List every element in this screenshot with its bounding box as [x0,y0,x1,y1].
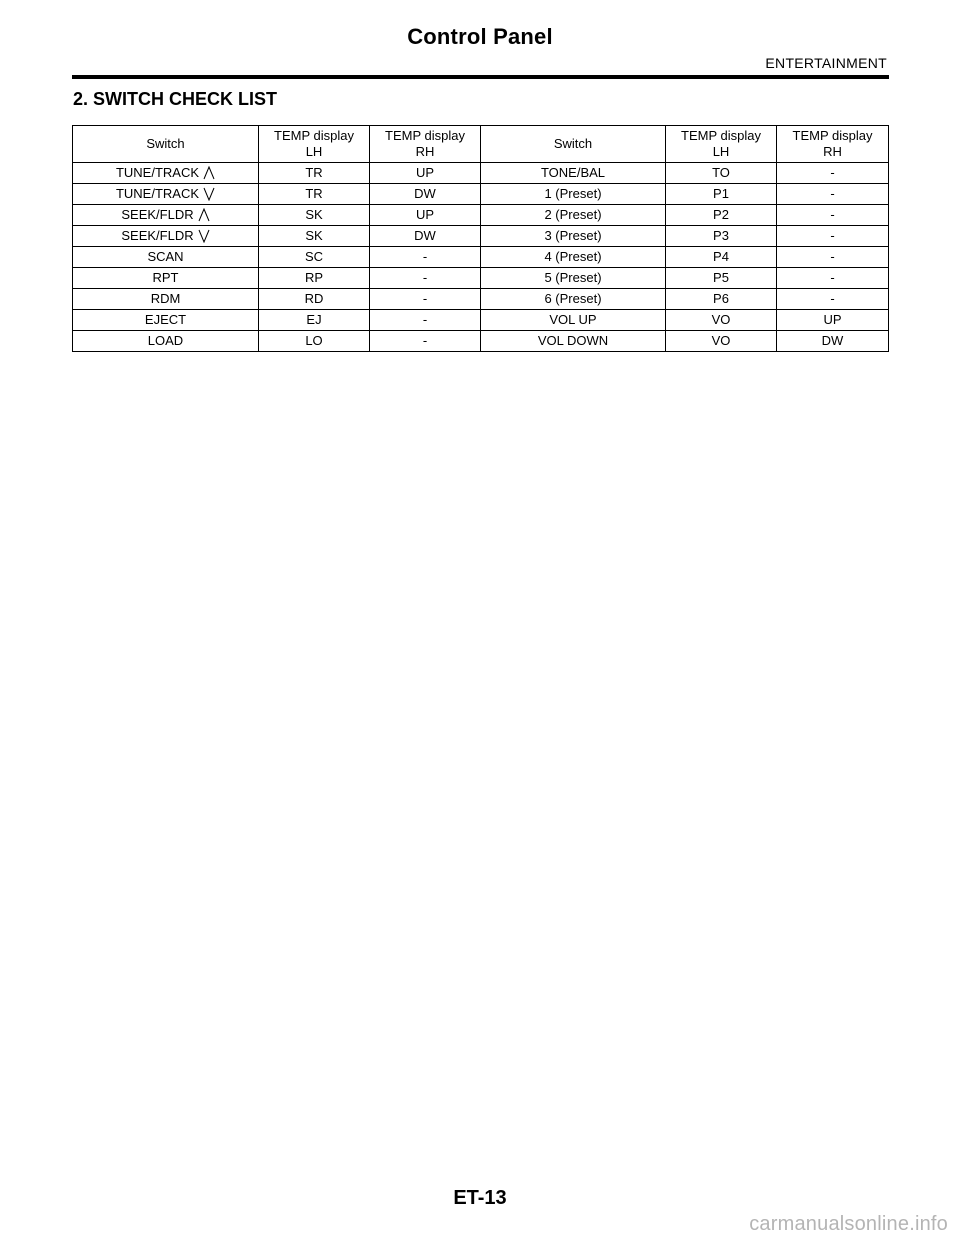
header-divider [72,75,889,79]
table-cell [777,226,889,247]
table-cell [666,184,777,205]
table-cell [370,184,481,205]
column-header-text: TEMP display [274,128,354,143]
table-row [73,310,889,331]
table-cell [73,184,259,205]
table-cell-text: P1 [713,186,729,201]
table-cell [259,247,370,268]
table-cell-text: - [422,249,428,264]
table-cell [666,163,777,184]
table-cell [73,331,259,352]
table-cell-text: - [422,333,428,348]
table-cell [481,289,666,310]
column-header [73,126,259,163]
table-cell-text: VO [711,312,731,327]
switch-check-table [72,125,889,352]
up-arrow-icon [203,166,215,180]
column-header-text: LH [712,144,730,159]
table-cell-text: TR [305,186,323,201]
table-cell [481,205,666,226]
table-row [73,289,889,310]
table-row [73,247,889,268]
table-cell-text: TO [712,165,730,180]
table-cell-text: 2 (Preset) [544,207,602,222]
table-cell [481,268,666,289]
table-cell [666,331,777,352]
page-title: Control Panel [407,24,553,49]
table-cell [259,205,370,226]
table-cell [73,163,259,184]
column-header-text: LH [305,144,323,159]
column-header [370,126,481,163]
table-cell-text: - [830,207,835,222]
section-heading: 2. SWITCH CHECK LIST [73,89,278,109]
up-arrow-icon [198,208,210,222]
table-cell [777,184,889,205]
table-cell [370,247,481,268]
table-cell-text: VOL UP [549,312,597,327]
table-cell [666,310,777,331]
table-cell-text: - [830,249,835,264]
table-cell [370,331,481,352]
down-arrow-icon [203,187,215,201]
table-cell [73,289,259,310]
table-cell-text: RPT [152,270,179,285]
table-cell-text: RP [304,270,324,285]
table-cell-text: P3 [713,228,729,243]
table-cell-text: TUNE/TRACK [115,186,200,201]
table-cell [370,163,481,184]
table-cell [777,268,889,289]
table-cell [666,247,777,268]
table-cell-text: 3 (Preset) [544,228,602,243]
table-cell-text: RD [304,291,324,306]
table-cell [259,310,370,331]
table-row [73,163,889,184]
table-cell [777,247,889,268]
table-cell-text: P2 [713,207,729,222]
table-cell [370,289,481,310]
table-cell-text: 1 (Preset) [544,186,602,201]
table-cell-text: LO [305,333,323,348]
table-cell-text: 4 (Preset) [544,249,602,264]
table-cell-text: 6 (Preset) [544,291,602,306]
column-header-text: TEMP display [792,128,873,143]
table-cell [370,268,481,289]
column-header-text: TEMP display [385,128,465,143]
table-row [73,184,889,205]
table-cell [777,163,889,184]
page-number: ET-13 [453,1187,507,1209]
table-cell-text: - [422,312,428,327]
table-cell [481,163,666,184]
table-cell [370,226,481,247]
column-header [777,126,889,163]
table-row [73,226,889,247]
table-cell-text: RDM [150,291,181,306]
table-cell [666,268,777,289]
table-cell [777,310,889,331]
table-cell [666,205,777,226]
table-cell-text: - [830,291,835,306]
table-cell-text: UP [823,312,842,327]
table-cell-text: - [830,165,835,180]
table-cell-text: EJECT [144,312,187,327]
table-cell-text: P6 [713,291,729,306]
column-header [259,126,370,163]
table-cell [259,331,370,352]
table-cell [259,289,370,310]
table-cell [666,226,777,247]
table-cell-text: SK [305,228,323,243]
table-cell-text: SEEK/FLDR [121,207,194,222]
table-cell-text: DW [414,186,436,201]
column-header-text: RH [415,144,435,159]
table-cell-text: LOAD [147,333,184,348]
table-cell-text: SC [304,249,324,264]
table-cell-text: P5 [713,270,729,285]
table-cell [73,268,259,289]
table-cell-text: TR [305,165,323,180]
column-header-text: RH [823,144,842,159]
table-cell [481,331,666,352]
column-header [666,126,777,163]
column-header [481,126,666,163]
table-cell-text: - [830,270,835,285]
table-cell [73,310,259,331]
table-cell-text: - [830,228,835,243]
column-header-text: TEMP display [681,128,761,143]
table-cell-text: - [830,186,835,201]
table-cell-text: VOL DOWN [537,333,609,348]
table-cell [370,205,481,226]
table-cell-text: UP [415,165,435,180]
table-cell [73,247,259,268]
table-cell [777,205,889,226]
column-header-text: Switch [553,136,593,151]
table-cell-text: UP [415,207,435,222]
table-cell-text: 5 (Preset) [544,270,602,285]
table-cell-text: P4 [713,249,729,264]
table-cell-text: SEEK/FLDR [121,228,194,243]
table-cell-text: SCAN [147,249,184,264]
table-header-row [73,126,889,163]
table-row [73,268,889,289]
table-cell-text: - [422,291,428,306]
table-cell [777,331,889,352]
table-cell [259,163,370,184]
table-cell [259,226,370,247]
table-cell-text: DW [821,333,844,348]
table-header [73,126,889,163]
column-header-text: Switch [146,136,185,151]
table-cell-text: DW [414,228,436,243]
table-cell [73,226,259,247]
section-name: ENTERTAINMENT [765,55,887,71]
table-cell-text: - [422,270,428,285]
table-cell-text: VO [711,333,731,348]
table-cell-text: TUNE/TRACK [115,165,200,180]
table-cell-text: SK [305,207,323,222]
table-cell [481,310,666,331]
table-cell [73,205,259,226]
table-cell-text: TONE/BAL [540,165,606,180]
down-arrow-icon [198,229,210,243]
table-cell [666,289,777,310]
table-cell [481,226,666,247]
table-cell-text: EJ [306,312,322,327]
table-cell [370,310,481,331]
table-cell [777,289,889,310]
table-cell [481,184,666,205]
watermark: carmanualsonline.info [749,1213,948,1235]
table-cell [259,184,370,205]
table-cell [259,268,370,289]
table-row [73,205,889,226]
table-row [73,331,889,352]
table-body [73,163,889,352]
table-cell [481,247,666,268]
